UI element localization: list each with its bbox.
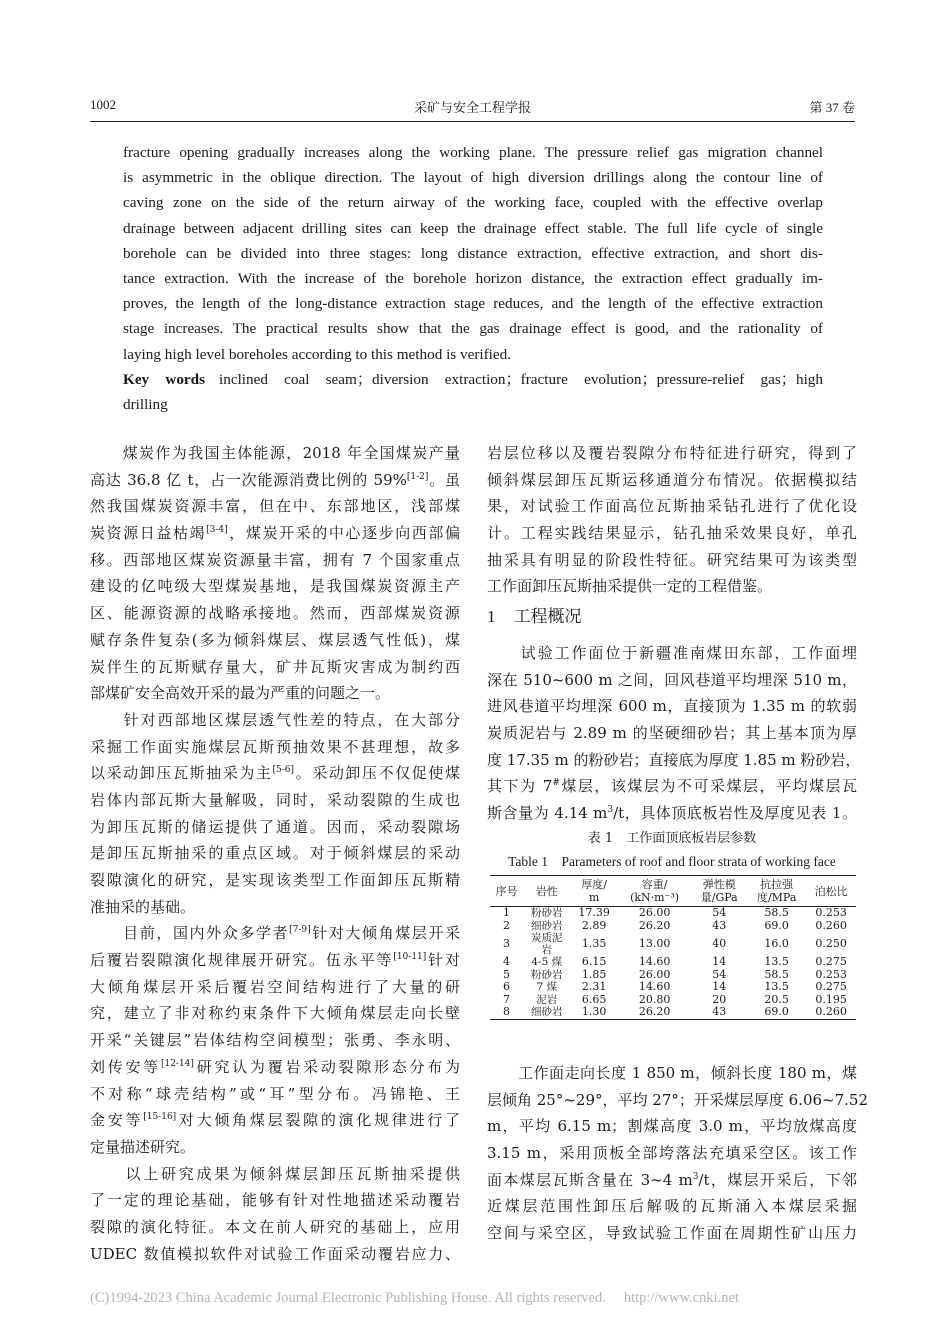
- abstract-body: [123, 140, 823, 367]
- left-column: [90, 440, 460, 1267]
- text-line: 移。西部地区煤炭资源量丰富，拥有 7 个国家重点: [90, 550, 460, 569]
- table-caption-en: Table 1 Parameters of roof and floor strata of working face: [508, 854, 836, 869]
- keywords-continuation: drilling: [123, 395, 168, 413]
- table-cell: 6.65: [581, 992, 607, 1006]
- table-cell: 6: [503, 980, 511, 994]
- table-cell: 6.15: [581, 955, 607, 969]
- table-cell: 0.253: [815, 967, 847, 981]
- citation-superscript: [5-6]: [272, 765, 295, 776]
- text-line: 炭伴生的瓦斯赋存量大，矿井瓦斯灾害成为制约西: [90, 657, 460, 676]
- citation-superscript: 3: [692, 1171, 699, 1182]
- table-cell: 20.80: [638, 992, 671, 1006]
- text-line: 以采动卸压瓦斯抽采为主[5-6]。采动卸压不仅促使煤: [90, 764, 460, 783]
- abstract-line: stage increases. The practical results show that the gas drainage effect is good, and the rationality of: [123, 320, 823, 338]
- table-header-cell: 厚度/ m: [570, 876, 617, 907]
- text-line: 工作面走向长度 1 850 m，倾斜长度 180 m，煤: [487, 1064, 857, 1082]
- page-number: 1002: [90, 97, 116, 112]
- table-cell: 5: [503, 967, 511, 981]
- table-cell: 1.85: [581, 967, 607, 981]
- abstract-line: drainage between adjacent drilling sites can keep the drainage effect stable. The full life cycle of single: [123, 219, 823, 237]
- abstract-line: caving zone on the side of the return airway of the working face, coupled with the effective overlap: [123, 194, 823, 212]
- volume-label: 第 37 卷: [809, 100, 855, 115]
- table-cell: 20: [712, 992, 727, 1006]
- table-cell: 8: [490, 1006, 523, 1019]
- right-column-intro: [487, 440, 857, 600]
- table-cell: 1: [503, 906, 511, 920]
- table-caption-cn: 表 1 工作面顶底板岩层参数: [587, 831, 757, 846]
- text-line: 目前，国内外众多学者[7-9]针对大倾角煤层开采: [90, 924, 460, 943]
- text-line: 岩体内部瓦斯大量解吸，同时，采动裂隙的生成也: [90, 790, 460, 809]
- text-line: 赋存条件复杂(多为倾斜煤层、煤层透气性低)，煤: [90, 630, 460, 649]
- table-cell: 2: [503, 918, 511, 932]
- table-cell: 细砂岩: [523, 1006, 570, 1019]
- table-cell: 0.253: [815, 906, 847, 920]
- table-cell: 26.20: [618, 1006, 692, 1019]
- table-body: [490, 907, 856, 1020]
- text-line: 面本煤层瓦斯含量在 3~4 $m^3/t$，煤层开采后，下邻: [487, 1170, 857, 1189]
- text-line: 炭资源日益枯竭[3-4]，煤炭开采的中心逐步向西部偏: [90, 524, 460, 543]
- section-heading: [487, 602, 582, 627]
- citation-superscript: [10-11]: [393, 952, 427, 963]
- table-header-cell: 泊松比: [806, 876, 856, 907]
- text-line: 斯含量为 4.14 $m^3/t$，具体顶底板岩性及厚度见表 1。: [487, 804, 857, 823]
- text-line: 空间与采空区，导致试验工作面在周期性矿山压力: [487, 1224, 857, 1243]
- text-line: 进风巷道平均埋深 600 m，直接顶为 1.35 m 的软弱: [487, 697, 857, 716]
- text-line: 然我国煤炭资源丰富，但在中、东部地区，浅部煤: [90, 497, 460, 516]
- text-line: 工作面卸压瓦斯抽采提供一定的工程借鉴。: [487, 577, 773, 596]
- table-header-cell: 抗拉强 度/MPa: [747, 876, 806, 907]
- abstract-line: is asymmetric in the oblique direction. The layout of high diversion drillings along the contour line of: [123, 169, 823, 187]
- table-header-row: [490, 876, 856, 907]
- table-cell: 0.250: [815, 937, 847, 950]
- table-cell: 17.39: [578, 906, 610, 920]
- text-line: 抽采具有明显的阶段性特征。研究结果可为该类型: [487, 550, 857, 569]
- text-line: 究，建立了非对称约束条件下大倾角煤层走向长壁: [90, 1004, 460, 1023]
- citation-superscript: [7-9]: [289, 925, 311, 936]
- abstract-line: laying high level boreholes according to this method is verified.: [123, 345, 512, 363]
- citation-superscript: [12-14]: [160, 1058, 194, 1069]
- section-number: 1: [487, 607, 496, 626]
- text-line: 建设的亿吨级大型煤炭基地，是我国煤炭资源主产: [90, 577, 460, 596]
- table-cell: 0.195: [815, 992, 847, 1006]
- table-cell: 26.00: [638, 967, 671, 981]
- text-line: 裂隙演化的研究，是实现该类型工作面卸压瓦斯精: [90, 871, 460, 889]
- table-cell: 20.5: [764, 992, 789, 1006]
- table-row: [490, 981, 856, 994]
- text-line: 为卸压瓦斯的储运提供了通道。因而，采动裂隙场: [90, 817, 460, 836]
- table-cell: 1.35: [581, 937, 607, 950]
- table-cell: 2.31: [581, 980, 607, 994]
- table-cell: 13.5: [764, 955, 789, 969]
- table-cell: 14.60: [638, 955, 671, 969]
- table-cell: 0.260: [815, 918, 847, 932]
- text-line: 炭质泥岩与 2.89 m 的坚硬细砂岩；其上基本顶为厚: [487, 724, 857, 743]
- right-column-working-face: [487, 1060, 868, 1247]
- text-line: 果，对试验工作面高位瓦斯抽采钻孔进行了优化设: [487, 497, 857, 516]
- table-cell: 14: [712, 980, 727, 994]
- text-line: 层倾角 25°~29°，平均 27°；开采煤层厚度 6.06~7.52: [487, 1090, 868, 1109]
- table-header-cell: 弹性模 量/GPa: [691, 876, 747, 907]
- text-line: 是卸压瓦斯抽采的重点区域。对于倾斜煤层的采动: [90, 844, 460, 863]
- table-cell: 4: [503, 955, 511, 969]
- table-cell: 13.5: [764, 980, 789, 994]
- citation-superscript: [15-16]: [143, 1112, 177, 1123]
- citation-superscript: [3-4]: [206, 525, 228, 536]
- table-cell: 2.89: [581, 918, 607, 932]
- table-cell: 13.00: [638, 937, 671, 950]
- section-title: 工程概况: [513, 607, 582, 627]
- abstract-line: fracture opening gradually increases along the working plane. The pressure relief gas migration channel: [123, 144, 823, 161]
- keywords-line: [123, 367, 823, 392]
- table-header-cell: 岩性: [523, 876, 570, 907]
- table-row: [490, 920, 856, 933]
- running-header: [90, 95, 855, 122]
- text-line: 其下为 7#煤层，该煤层为不可采煤层，平均煤层瓦: [487, 777, 857, 796]
- table-cell: 14.60: [638, 980, 671, 994]
- text-line: 度 17.35 m 的粉砂岩；直接底为厚度 1.85 m 粉砂岩，: [487, 750, 861, 769]
- table-cell: 40: [712, 937, 727, 950]
- table-cell: 1.30: [570, 1006, 617, 1019]
- table-cell: 69.0: [747, 1006, 806, 1019]
- text-line: 了一定的理论基础，能够有针对性地描述采动覆岩: [90, 1191, 460, 1210]
- text-line: 金安等[15-16]对大倾角煤层裂隙的演化规律进行了: [90, 1111, 460, 1130]
- text-line: 3.15 m，采用顶板全部垮落法充填采空区。该工作: [487, 1144, 857, 1163]
- footer: [90, 1290, 739, 1307]
- text-line: 以上研究成果为倾斜煤层卸压瓦斯抽采提供: [90, 1164, 460, 1183]
- citation-superscript: [1-2]: [406, 471, 429, 482]
- table-row: [490, 994, 856, 1007]
- table-cell: 43: [691, 1006, 747, 1019]
- table-header-cell: 容重/ (kN·m⁻³): [618, 876, 692, 907]
- text-line: 大倾角煤层开采后覆岩空间结构进行了大量的研: [90, 977, 460, 996]
- table-row: [490, 956, 856, 969]
- text-line: 定量描述研究。: [90, 1137, 196, 1156]
- table-cell: 粉砂岩: [530, 907, 563, 920]
- text-line: 试验工作面位于新疆准南煤田东部，工作面埋: [487, 644, 857, 662]
- table-header-cell: 序号: [490, 876, 523, 907]
- text-line: 区、能源资源的战略承接地。然而，西部煤炭资源: [90, 604, 460, 623]
- table-cell: 粉砂岩: [530, 968, 563, 981]
- english-abstract: [123, 140, 823, 417]
- citation-superscript: 3: [607, 805, 614, 816]
- strata-parameters-table: [490, 875, 856, 1020]
- copyright-notice: (C)1994-2023 China Academic Journal Electronic Publishing House. All rights reserved.: [90, 1290, 606, 1306]
- table-cell: 58.5: [764, 967, 789, 981]
- text-line: 刘传安等[12-14]研究认为覆岩采动裂隙形态分布为: [90, 1057, 460, 1076]
- table-cell: 0.260: [806, 1006, 856, 1019]
- text-line: 高达 36.8 亿 t，占一次能源消费比例的 59%[1-2]。虽: [90, 470, 460, 489]
- abstract-line: proves, the length of the long-distance extraction stage reduces, and the length of the effective extraction: [123, 295, 823, 313]
- table-cell: 泥岩: [536, 993, 558, 1006]
- table-cell: 细砂岩: [530, 919, 563, 932]
- text-line: 开采“关键层”岩体结构空间模型；张勇、李永明、: [90, 1031, 460, 1050]
- text-line: 针对西部地区煤层透气性差的特点，在大部分: [90, 710, 460, 729]
- text-line: 部煤矿安全高效开采的最为严重的问题之一。: [90, 684, 391, 703]
- abstract-line: tance extraction. With the increase of the borehole horizon distance, the extraction effect gradually im-: [123, 269, 823, 287]
- table-cell: 26.00: [638, 906, 671, 920]
- text-line: 煤炭作为我国主体能源，2018 年全国煤炭产量: [90, 444, 460, 462]
- text-line: 准抽采的基础。: [90, 897, 196, 916]
- text-line: 后覆岩裂隙演化规律展开研究。伍永平等[10-11]针对: [90, 951, 460, 970]
- table-cell: 26.20: [638, 918, 671, 932]
- table-cell: 58.5: [764, 906, 789, 920]
- keywords-label: Key words: [123, 370, 206, 388]
- citation-superscript: #: [552, 778, 560, 789]
- right-column-overview: [487, 640, 861, 827]
- table-row: [490, 932, 856, 956]
- table-cell: 炭质泥 岩: [530, 932, 563, 956]
- table-cell: 14: [712, 955, 727, 969]
- table-cell: 3: [503, 937, 511, 950]
- text-line: UDEC 数值模拟软件对试验工作面采动覆岩应力、: [90, 1244, 460, 1263]
- table-cell: 7: [503, 992, 511, 1006]
- text-line: 倾斜煤层卸压瓦斯运移通道分布情况。依据模拟结: [487, 470, 857, 489]
- text-line: 裂隙的演化特征。本文在前人研究的基础上，应用: [90, 1217, 460, 1236]
- text-line: 不对称“球壳结构”或“耳”型分布。冯锦艳、王: [90, 1084, 460, 1103]
- table-cell: 7 煤: [536, 981, 557, 994]
- text-line: 采掘工作面实施煤层瓦斯预抽效果不甚理想，故多: [90, 737, 460, 756]
- table-cell: 69.0: [764, 918, 789, 932]
- table-cell: 54: [712, 967, 727, 981]
- text-line: 计。工程实践结果显示，钻孔抽采效果良好，单孔: [487, 524, 857, 543]
- text-line: 岩层位移以及覆岩裂隙分布特征进行研究，得到了: [487, 444, 857, 462]
- table-cell: 16.0: [764, 937, 789, 950]
- table-cell: 43: [712, 918, 727, 932]
- keywords-text: inclined coal seam；diversion extraction；fracture evolution；pressure-relief gas；high: [219, 370, 823, 388]
- abstract-line: borehole can be divided into three stages: long distance extraction, effective extraction, and short dis-: [123, 244, 823, 262]
- table-row: [490, 907, 856, 920]
- text-line: 近煤层范围性卸压后解吸的瓦斯涌入本煤层采掘: [487, 1197, 857, 1216]
- table-cell: 54: [712, 906, 727, 920]
- table-row: [490, 969, 856, 982]
- table-cell: 4-5 煤: [531, 956, 563, 969]
- text-line: 深在 510~600 m 之间，回风巷道平均埋深 510 m，: [487, 670, 857, 689]
- table-row: [490, 1006, 856, 1019]
- table-cell: 0.275: [815, 955, 847, 969]
- cnki-url: http://www.cnki.net: [623, 1290, 739, 1306]
- table-cell: 0.275: [815, 980, 847, 994]
- journal-name: 采矿与安全工程学报: [413, 100, 531, 115]
- text-line: m，平均 6.15 m；割煤高度 3.0 m，平均放煤高度: [487, 1117, 857, 1136]
